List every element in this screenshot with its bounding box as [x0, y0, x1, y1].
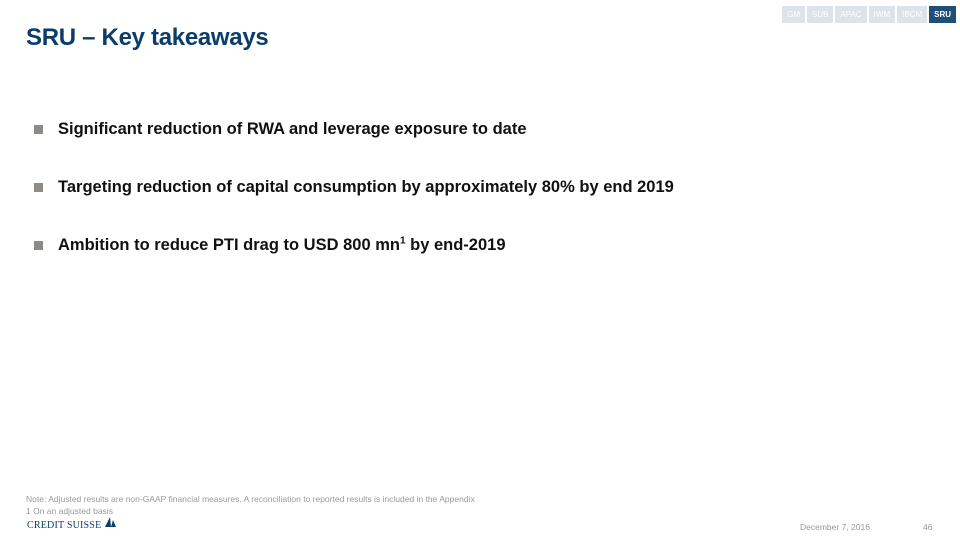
tab-ibcm[interactable]: IBCM	[897, 6, 927, 23]
tab-sub[interactable]: SUB	[807, 6, 833, 23]
bullet-text: Ambition to reduce PTI drag to USD 800 mn	[58, 236, 400, 254]
list-item	[34, 177, 674, 235]
bullet-square-icon	[34, 241, 43, 250]
section-tabs	[782, 6, 956, 23]
bullet-text: Significant reduction of RWA and leverage exposure to date	[58, 120, 527, 138]
sails-logo-icon	[103, 516, 117, 528]
list-item	[34, 119, 674, 177]
page-number: 46	[923, 522, 933, 532]
list-item	[34, 235, 674, 293]
footnote-1: 1 On an adjusted basis	[26, 506, 113, 516]
bullet-square-icon	[34, 125, 43, 134]
footnote-note: Note: Adjusted results are non-GAAP financial measures. A reconciliation to reported results is included in the Appendix	[26, 494, 475, 504]
tab-iwm[interactable]: IWM	[869, 6, 895, 23]
tab-gm[interactable]: GM	[782, 6, 805, 23]
bullet-text-group	[58, 235, 506, 255]
bullet-square-icon	[34, 183, 43, 192]
bullet-text: Targeting reduction of capital consumption by approximately 80% by end 2019	[58, 178, 674, 196]
footer-date: December 7, 2016	[800, 522, 870, 532]
bullet-text-continued: by end-2019	[405, 236, 506, 254]
footnote-marker: 1	[399, 235, 406, 247]
credit-suisse-logo	[27, 516, 117, 531]
tab-apac[interactable]: APAC	[835, 6, 866, 23]
page-title: SRU – Key takeaways	[26, 24, 269, 51]
logo-text: CREDIT SUISSE	[27, 520, 102, 531]
takeaways-list	[34, 119, 674, 293]
tab-sru[interactable]: SRU	[929, 6, 956, 23]
